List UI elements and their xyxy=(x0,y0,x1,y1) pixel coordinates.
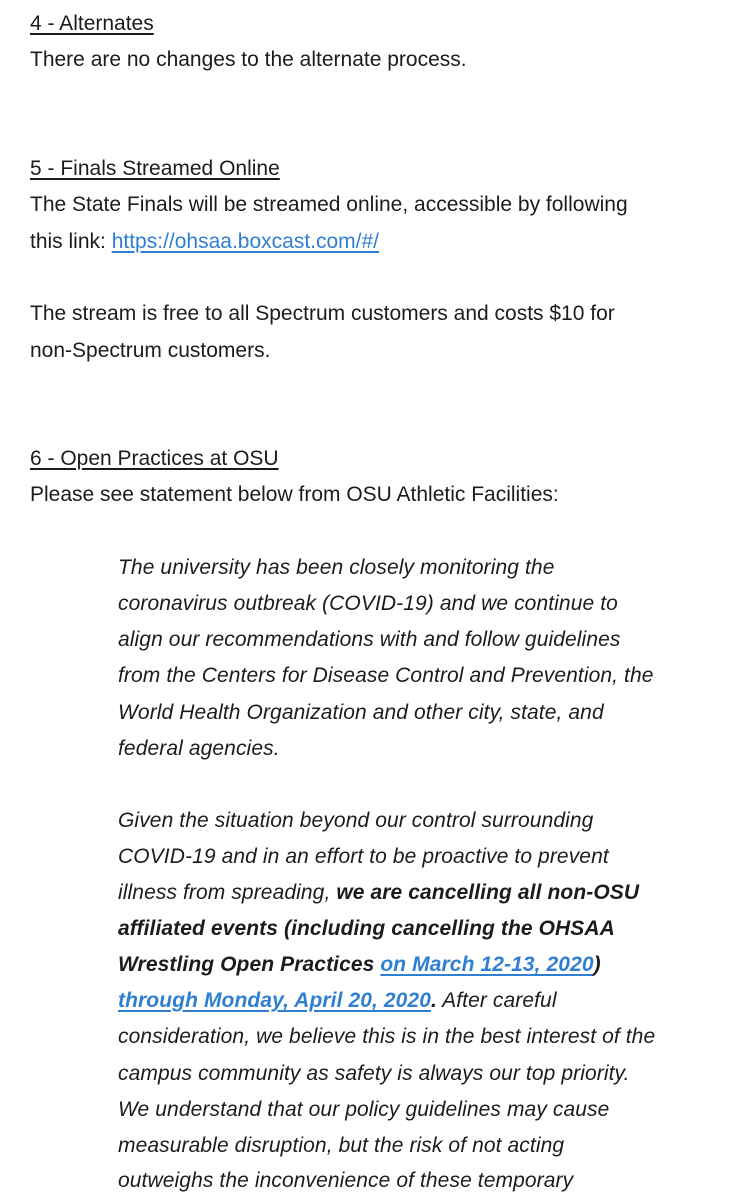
section-6-heading: 6 - Open Practices at OSU xyxy=(30,447,279,470)
quote-p2-line-8: campus community as safety is always our top priority. xyxy=(118,1062,630,1085)
quote-p2-line-6-plain: After careful xyxy=(436,989,557,1012)
quote-p1-line-6: federal agencies. xyxy=(118,737,280,760)
quote-p2-line-6 xyxy=(118,983,557,1019)
march-dates-link[interactable]: on March 12-13, 2020 xyxy=(380,953,594,976)
quote-p2-line-3-bold: we are cancelling all non-OSU xyxy=(336,881,640,904)
section-5-body-line-1: The State Finals will be streamed online, accessible by following xyxy=(30,193,628,216)
quote-p2-line-4: affiliated events (including cancelling the OHSAA xyxy=(118,917,615,940)
section-4-heading: 4 - Alternates xyxy=(30,12,154,35)
section-4-body: There are no changes to the alternate process. xyxy=(30,48,467,71)
quote-p2-line-5-paren: ) xyxy=(593,953,601,976)
section-5-body-line-2 xyxy=(30,224,379,260)
section-5-note-line-1: The stream is free to all Spectrum customers and costs $10 for xyxy=(30,302,615,325)
quote-p2-line-5 xyxy=(118,947,601,983)
quote-p1-line-1: The university has been closely monitoring the xyxy=(118,556,555,579)
boxcast-link[interactable]: https://ohsaa.boxcast.com/#/ xyxy=(111,230,380,253)
quote-p2-line-3 xyxy=(118,875,639,911)
section-5-heading: 5 - Finals Streamed Online xyxy=(30,157,280,180)
quote-p2-line-11: outweighs the inconvenience of these temporary xyxy=(118,1169,574,1192)
quote-p1-line-5: World Health Organization and other city, state, and xyxy=(118,701,604,724)
quote-p2-line-5-bold: Wrestling Open Practices xyxy=(118,953,381,976)
quote-p2-line-10: measurable disruption, but the risk of not acting xyxy=(118,1134,565,1157)
quote-p2-line-6-period: . xyxy=(431,989,437,1012)
quote-p2-line-9: We understand that our policy guidelines may cause xyxy=(118,1098,610,1121)
section-6-intro: Please see statement below from OSU Athletic Facilities: xyxy=(30,483,559,506)
section-5-body-prefix: this link: xyxy=(30,230,112,253)
quote-p1-line-3: align our recommendations with and follow guidelines xyxy=(118,628,621,651)
quote-p2-line-1: Given the situation beyond our control surrounding xyxy=(118,809,594,832)
quote-p2-line-2: COVID-19 and in an effort to be proactive to prevent xyxy=(118,845,609,868)
quote-p2-line-7: consideration, we believe this is in the best interest of the xyxy=(118,1025,656,1048)
quote-p1-line-2: coronavirus outbreak (COVID-19) and we continue to xyxy=(118,592,618,615)
april-date-link[interactable]: through Monday, April 20, 2020 xyxy=(118,989,431,1012)
quote-p2-line-3-plain: illness from spreading, xyxy=(118,881,337,904)
section-5-note-line-2: non-Spectrum customers. xyxy=(30,339,271,362)
quote-p1-line-4: from the Centers for Disease Control and Prevention, the xyxy=(118,664,654,687)
